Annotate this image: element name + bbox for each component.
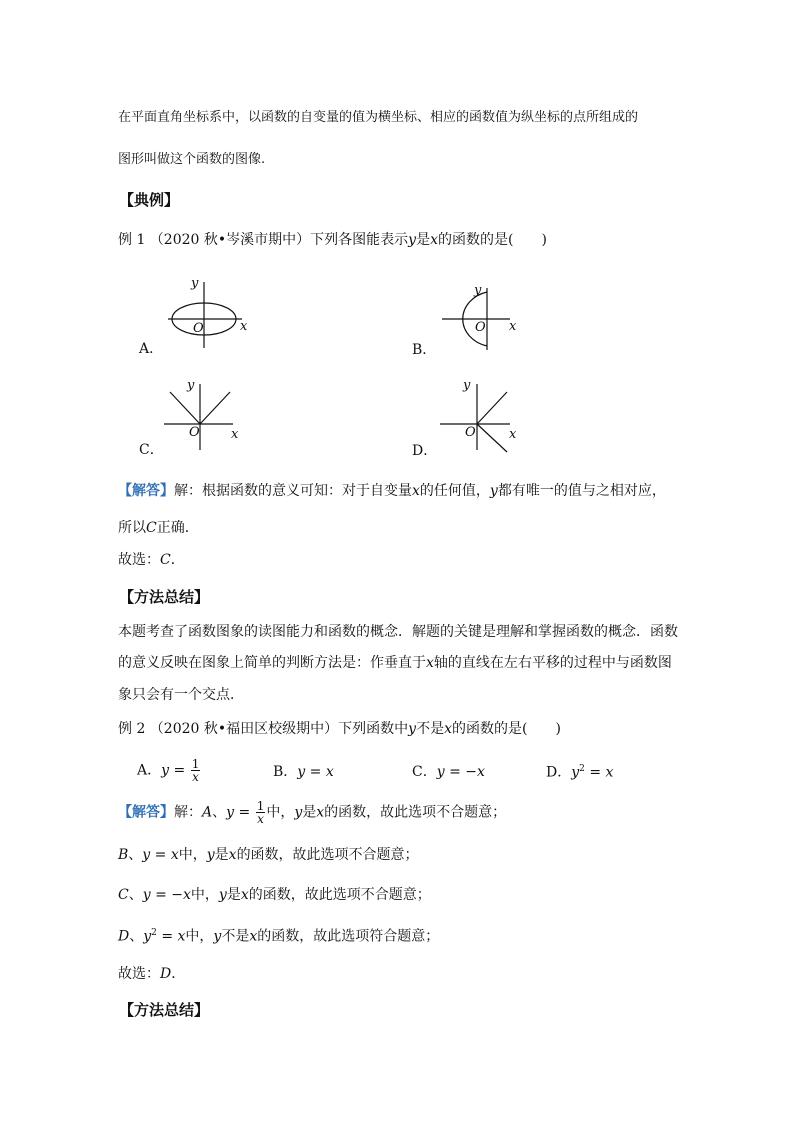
answer-text: 的任何值，	[419, 483, 490, 499]
example2-option-c	[412, 765, 485, 779]
option-exponent: 2	[579, 764, 585, 774]
summary-var-x: x	[426, 655, 434, 671]
example2-var-y: y	[408, 721, 417, 737]
answer-var: B	[118, 847, 129, 863]
graph-a	[160, 272, 260, 352]
example2-suffix: 的函数的是( )	[451, 721, 561, 737]
summary-line-3: 象只会有一个交点．	[118, 687, 244, 703]
example2-option-d	[546, 765, 613, 780]
answer-text: 的函数，故此选项不合题意；	[324, 804, 507, 821]
fraction-numerator: 1	[191, 757, 200, 771]
option-expr: y = x	[297, 764, 334, 780]
option-lhs: y	[161, 762, 170, 779]
answer-var: A	[202, 804, 213, 821]
answer-text: 中，	[266, 804, 295, 821]
example1-option-c: C．	[139, 442, 164, 458]
answer-var-x: x	[316, 804, 325, 821]
summary-text: 轴的直线在左右平移的过程中与函数图	[433, 655, 672, 671]
example2-option-b	[273, 765, 334, 779]
fraction-denominator: x	[257, 812, 264, 826]
choice-letter: C	[160, 552, 171, 568]
answer-sep: 、	[212, 804, 227, 821]
graph-c-right-ray	[200, 392, 230, 424]
answer-rest: = x	[156, 928, 186, 945]
answer-text: 的函数，故此选项不合题意；	[236, 847, 419, 863]
example1-option-d: D．	[412, 443, 438, 459]
answer-label: 【解答】	[118, 483, 174, 499]
fraction-denominator: x	[192, 770, 199, 784]
answer-text: 中，	[185, 928, 214, 945]
choice-letter: D	[160, 966, 172, 982]
answer-var-y: y	[489, 483, 498, 499]
graph-c-y-label: y	[187, 378, 195, 393]
answer-var-y: y	[213, 928, 222, 945]
option-rest: = x	[584, 764, 614, 781]
choice-suffix: ．	[171, 966, 186, 982]
graph-d-x-label: x	[509, 427, 517, 442]
heading-example: 【典例】	[119, 191, 180, 209]
example1-prefix: 例 1 （2020 秋•岑溪市期中）下列各图能表示	[118, 232, 409, 248]
option-label: A．	[137, 762, 162, 779]
answer-var-x: x	[412, 483, 420, 499]
fraction-numerator: 1	[256, 799, 265, 813]
answer-text: 是	[226, 887, 241, 903]
intro-line-1: 在平面直角坐标系中，以函数的自变量的值为横坐标、相应的函数值为纵坐标的点所组成的	[118, 110, 639, 125]
answer-text: 的函数，故此选项符合题意；	[257, 928, 440, 945]
answer-var-y: y	[218, 887, 227, 903]
answer-var-x: x	[228, 847, 237, 863]
example2-answer-line-4	[118, 929, 439, 944]
example1-answer-line-2	[118, 521, 199, 535]
answer-lhs: y	[226, 804, 235, 821]
answer-sep: 、	[128, 887, 143, 903]
answer-text: 的函数，故此选项不合题意；	[248, 887, 431, 903]
example2-mid: 不是	[416, 721, 445, 737]
example2-answer-line-2	[118, 848, 419, 862]
answer-exponent: 2	[151, 928, 157, 938]
graph-a-origin-label: O	[193, 321, 204, 336]
summary-text: 的意义反映在图象上简单的判断方法是：作垂直于	[118, 655, 426, 671]
graph-c-x-label: x	[231, 427, 239, 442]
fraction	[191, 758, 201, 783]
example1-choice	[118, 553, 185, 567]
summary-line-1: 本题考查了函数图象的读图能力和函数的概念．解题的关键是理解和掌握函数的概念．函数	[118, 624, 678, 640]
answer-text: 是	[302, 804, 317, 821]
answer-expr: y = x	[142, 847, 179, 863]
example2-option-a	[137, 758, 201, 783]
answer-label: 【解答】	[118, 804, 174, 821]
choice-prefix: 故选：	[118, 966, 160, 982]
example1-option-a: A．	[139, 341, 164, 357]
fraction	[256, 800, 266, 825]
example2-question	[118, 722, 561, 736]
answer-eq: =	[234, 804, 255, 821]
graph-c	[160, 376, 250, 456]
graph-d-lower-ray	[477, 424, 507, 452]
option-label: B．	[273, 764, 298, 780]
answer-var: C	[118, 887, 129, 903]
option-base: y	[571, 764, 580, 781]
example1-question	[118, 233, 547, 247]
answer-text: 正确．	[156, 520, 199, 536]
answer-var-x: x	[240, 887, 249, 903]
option-eq: =	[169, 762, 190, 779]
answer-text: 中，	[178, 847, 207, 863]
graph-b-origin-label: O	[475, 320, 486, 335]
answer-text: 都有唯一的值与之相对应，	[497, 483, 666, 499]
option-expr: y = −x	[436, 764, 485, 780]
example2-answer-line-3	[118, 888, 431, 902]
answer-text: 不是	[221, 928, 250, 945]
graph-b-x-label: x	[509, 319, 517, 334]
graph-d	[438, 376, 528, 456]
graph-d-upper-ray	[477, 392, 507, 424]
example2-answer-line-1	[118, 800, 506, 825]
answer-sep: 、	[128, 847, 143, 863]
answer-base: y	[143, 928, 152, 945]
example2-prefix: 例 2 （2020 秋•福田区校级期中）下列函数中	[118, 721, 409, 737]
option-label: D．	[546, 764, 572, 781]
answer-text: 解：根据函数的意义可知：对于自变量	[174, 483, 412, 499]
answer-sep: 、	[129, 928, 144, 945]
graph-b	[438, 280, 528, 360]
example1-answer-line-1	[118, 484, 666, 498]
answer-var-y: y	[206, 847, 215, 863]
answer-var: D	[118, 928, 130, 945]
graph-c-origin-label: O	[189, 425, 200, 440]
graph-d-y-label: y	[463, 378, 471, 393]
choice-prefix: 故选：	[118, 552, 160, 568]
answer-text: 中，	[190, 887, 219, 903]
summary-line-2	[118, 656, 672, 670]
graph-a-x-label: x	[240, 319, 248, 334]
answer-var: C	[146, 520, 157, 536]
example1-var-y: y	[408, 232, 417, 248]
graph-c-left-ray	[170, 392, 200, 424]
graph-d-origin-label: O	[465, 425, 476, 440]
heading-method-summary-2: 【方法总结】	[119, 1001, 210, 1019]
example1-suffix: 的函数的是( )	[437, 232, 547, 248]
choice-suffix: ．	[170, 552, 185, 568]
example1-var-x: x	[430, 232, 438, 248]
answer-text: 是	[214, 847, 229, 863]
graph-b-y-label: y	[474, 283, 482, 298]
heading-method-summary-1: 【方法总结】	[119, 588, 210, 606]
example2-var-x: x	[444, 721, 452, 737]
option-label: C．	[412, 764, 437, 780]
answer-var-x: x	[249, 928, 258, 945]
example1-mid: 是	[416, 232, 431, 248]
answer-text: 所以	[118, 520, 146, 536]
example2-choice	[118, 967, 185, 981]
answer-text: 解：	[174, 804, 202, 821]
answer-expr: y = −x	[142, 887, 191, 903]
example1-option-b: B．	[412, 342, 437, 358]
intro-line-2: 图形叫做这个函数的图像.	[118, 152, 266, 167]
graph-a-y-label: y	[191, 276, 199, 291]
answer-var-y: y	[294, 804, 303, 821]
